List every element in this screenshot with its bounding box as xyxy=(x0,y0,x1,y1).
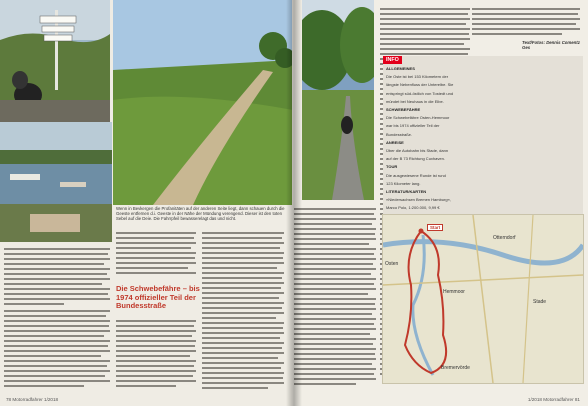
map-label-otterndorf: Otterndorf xyxy=(493,235,516,241)
info-text: war bis 1974 offizieller Teil der xyxy=(386,123,440,129)
info-text: Marco Polo, 1:200.000, 9,99 € xyxy=(386,205,440,211)
page-folio-right: 1/2018 Motorradfahrer 81 xyxy=(527,397,580,402)
body-text-lines-2 xyxy=(116,230,196,282)
photo-caption: Wenn in Bevkergen die Profanitäten auf der anderen Seite liegt, dann schauen durch die Geeste entfernen d.i. Geeste in der Nähe der Mündung verengend. Dieser ist den toten Sebel auf die Deie. Die Fahrrpfeil bewasserelagt das und nicht. xyxy=(116,206,285,222)
info-text: längste Nebenfluss der Unterelbe. Sie xyxy=(386,82,454,88)
info-text: mündet bei Neuhaus in die Elbe. xyxy=(386,98,444,104)
map-label-hemmoor: Hemmoor xyxy=(443,289,465,295)
info-box xyxy=(383,56,583,216)
photo-tree-road xyxy=(302,0,374,200)
info-text: Über die Autobahn bis Stade, dann xyxy=(386,148,449,153)
route-map xyxy=(382,214,584,384)
body-text-lines-4 xyxy=(202,230,284,396)
route-map-drawing xyxy=(383,215,583,383)
photo-dike-path xyxy=(113,0,293,205)
body-text-lines-7 xyxy=(472,6,580,42)
info-heading: ALLGEMEINES xyxy=(386,66,415,71)
byline: Text/Fotos: Dennis Comentz Ges xyxy=(522,40,580,51)
info-text: Die ausgewiesene Runde ist rund xyxy=(386,172,446,178)
body-text-lines xyxy=(4,246,110,394)
body-text-column-7 xyxy=(472,6,580,42)
body-text-column-1 xyxy=(4,246,110,394)
body-text-column-4 xyxy=(202,230,284,396)
info-heading: ANREISE xyxy=(386,139,404,145)
map-label-bremervoerde: Bremervörde xyxy=(441,365,470,371)
rider-signpost-illustration xyxy=(0,0,110,122)
photo-river-bank xyxy=(0,122,112,242)
info-text: »Niedersachsen Bremen Hamburg«, xyxy=(386,197,451,203)
page-folio-left: 78 Motorradfahrer 1/2018 xyxy=(6,397,59,402)
info-text: 123 Kilometer lang. xyxy=(386,180,421,186)
info-text: entspringt süd-östlich von Tostedt und xyxy=(386,90,454,96)
body-text-lines-3 xyxy=(116,318,196,396)
info-heading: TOUR xyxy=(386,164,398,170)
info-text: Bundesstraße. xyxy=(386,131,413,137)
map-label-stade: Stade xyxy=(533,299,547,305)
tree-road-illustration xyxy=(302,0,374,200)
body-text-column-3 xyxy=(116,318,196,396)
dike-path-illustration xyxy=(113,0,293,205)
info-heading: SCHWEBEFÄHRE xyxy=(386,107,421,112)
info-text: Die Schwebefähre Osten-Hemmoor xyxy=(386,115,450,121)
body-text-column-5 xyxy=(294,206,376,396)
route-start-dot xyxy=(419,229,424,234)
info-text: auf der B 73 Richtung Cuxhaven. xyxy=(386,156,445,162)
body-text-column-2 xyxy=(116,230,196,282)
body-text-lines-5 xyxy=(294,206,376,396)
info-heading: LITERATUR/KARTEN xyxy=(386,189,427,194)
info-tag: INFO xyxy=(383,56,402,64)
map-start-badge: Start xyxy=(427,224,443,231)
map-label-osten: Osten xyxy=(385,261,399,267)
info-text: Die Oste ist bei 153 Kilometern der xyxy=(386,74,449,80)
photo-rider-signpost xyxy=(0,0,110,122)
river-bank-illustration xyxy=(0,122,112,242)
section-headline: Die Schwebefähre – bis 1974 offizieller Teil der Bundesstraße xyxy=(116,284,200,310)
book-gutter xyxy=(286,0,302,406)
